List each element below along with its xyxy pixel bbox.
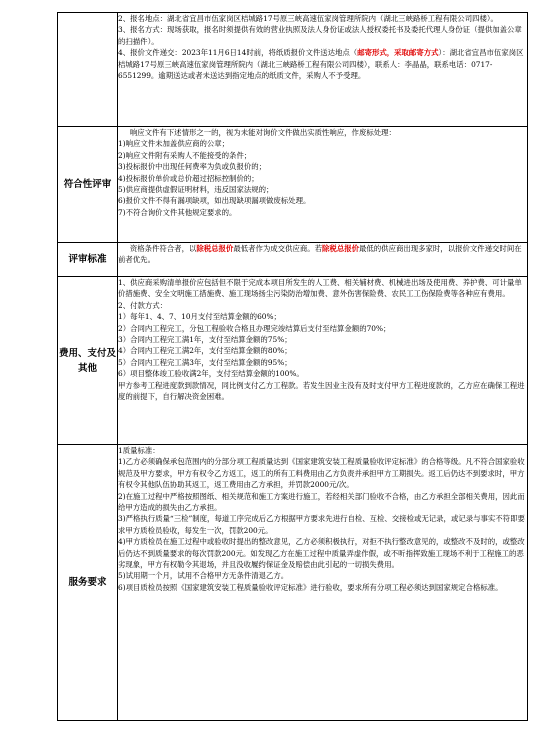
registration-content	[118, 13, 528, 127]
criteria-part: 最低者作为成交供应商。若	[233, 244, 323, 253]
row-fees	[58, 277, 528, 445]
compliance-item: 6)报价文件不得有漏项缺项，如出现缺项漏项做废标处理。	[118, 196, 311, 206]
fees-label	[58, 277, 118, 445]
payment-term: 3）合同内工程完工满1年，支付至结算金额的75%；	[118, 335, 292, 345]
service-content	[118, 445, 528, 721]
row-service	[58, 445, 528, 721]
service-requirements-label: 服务要求	[58, 445, 118, 721]
fees-content	[118, 277, 528, 445]
payment-method-heading: 2、付款方式：	[118, 300, 168, 310]
payment-term: 1）每年1、4、7、10月支付至结算金额的60%；	[118, 312, 281, 322]
compliance-item: 2)响应文件附有采购人不能接受的条件；	[118, 150, 252, 160]
fees-label-line-2: 其他	[77, 362, 97, 374]
tax-excluded-price-highlight: 除税总报价	[196, 244, 234, 253]
row-compliance	[58, 127, 528, 243]
fees-scope: 1、供应商采购清单报价应包括但不限于完成本项目所发生的人工费、相关辅材费、机械进出场及使用费、养护费、可计量单价措施费、安全文明施工措施费、施工现场扬尘污染防治增加费、意外伤害保险费、农民工工伤保险费等各种应有费用。	[118, 278, 522, 299]
service-item: 6)项目质检员按照《国家建筑安装工程质量验收评定标准》进行验收，要求所有分项工程必须达到国家规定合格标准。	[118, 582, 503, 592]
criteria-part: 最低的供应商出现多家时，以报价文件递交时间在前者优先。	[118, 244, 522, 265]
service-item: 5)试用期一个月，试用不合格甲方无条件清退乙方。	[118, 571, 289, 581]
registration-method: 3、报名方式：现场获取，报名时须提供有效的营业执照及法人身份证或法人授权委托书及委托代理人身份证（提供加盖公章的扫描件）。	[118, 25, 522, 46]
compliance-item: 5)供应商提供虚假证明材料，违反国家法规的；	[118, 185, 274, 195]
compliance-review-label: 符合性评审	[58, 127, 118, 243]
compliance-item: 4)投标报价单价或总价超过招标控制价的；	[118, 173, 259, 183]
compliance-item: 1)响应文件未加盖供应商的公章；	[118, 139, 230, 149]
payment-term: 4）合同内工程完工满2年，支付至结算金额的80%；	[118, 346, 292, 356]
row-registration-label	[58, 13, 118, 127]
mail-method-highlight: 邮寄形式，采取邮寄方式	[357, 48, 439, 58]
row-registration	[58, 13, 528, 127]
compliance-intro: 响应文件有下述情形之一的，视为未能对询价文件做出实质性响应，作废标处理：	[129, 128, 396, 137]
compliance-content	[118, 127, 528, 243]
payment-term: 5）合同内工程完工满3年，支付至结算金额的95%；	[118, 357, 292, 367]
registration-location: 2、报名地点：湖北省宜昌市伍家岗区桔城路17号原三峡高速伍家岗管理所院内（湖北三峡路桥工程有限公司四楼）。	[118, 14, 498, 23]
service-item: 3)严格执行质量“三检”制度，每道工序完成后乙方根据甲方要求先进行自检、互检、交接检或无记录，或记录与事实不符即要求甲方质检员验收，每发生一次，罚款200元。	[118, 514, 525, 535]
submission-info	[118, 47, 527, 81]
fees-label-line-1: 费用、支付及	[58, 347, 116, 359]
quality-standard-heading: 1质量标准：	[118, 446, 160, 455]
compliance-item: 7)不符合询价文件其他规定要求的。	[118, 207, 237, 217]
row-criteria	[58, 243, 528, 277]
submission-text-a: 4、报价文件递交：2023年11月6日14时前，将纸质报价文件送达地点（	[118, 48, 358, 58]
criteria-content	[118, 243, 528, 277]
criteria-part: 资格条件符合者，以	[129, 244, 197, 253]
service-item: 1)乙方必须确保承包范围内的分部分项工程质量达到《国家建筑安装工程质量验收评定标准》的合格等级。凡不符合国家验收规范及甲方要求，甲方有权令乙方返工，返工的所有工料费用由乙方负责并承担甲方工期损失。返工后仍达不到要求时，甲方有权令其他队伍协助其返工，返工费用由乙方承担，并罚款2000元/次。	[118, 457, 525, 490]
payment-term: 6）项目整体竣工验收满2年，支付至结算金额的100%。	[118, 369, 304, 379]
compliance-item: 3)投标报价中出现任何费率为负或负报价的；	[118, 162, 267, 172]
tax-excluded-price-highlight: 除税总报价	[322, 244, 359, 253]
payment-term: 2）合同内工程完工，分包工程验收合格且办理完竣结算后支付至结算金额的70%；	[118, 323, 391, 333]
service-item: 2)在施工过程中严格按照图纸、相关规范和施工方案进行施工，若经相关部门验收不合格，由乙方承担全部相关费用，因此而给甲方造成的损失由乙方承担。	[118, 491, 525, 513]
payment-note: 甲方参考工程进度款到款情况，同比例支付乙方工程款。若发生因业主没有及时支付甲方工程进度款的，乙方应在确保工程进度的前提下，自行解决资金困难。	[118, 380, 525, 402]
service-item: 4)甲方质检员在施工过程中或验收时提出的整改意见，乙方必须积极执行，对拒不执行整改意见的，或整改不及时的，或整改后仍达不到质量要求的每次罚款200元。如发现乙方在施工过程中质量弄虚作假，或不听指挥致施工现场不利于工程施工的恶劣现象，甲方有权勒令其退场，并且没收履约保证金及赔偿由此引起的一切损失费用。	[118, 537, 525, 570]
submission-text-b: ）：湖北省宜昌市伍家岗区桔城路17号原三峡高速伍家岗管理所院内（湖北三峡路桥工程有限公司四楼），联系人：李晶晶，联系电话：0717-6551299。逾期送达或者未送达到指定地点的纸质文件，采购人不予受理。	[118, 48, 524, 81]
criteria-label: 评审标准	[58, 243, 118, 277]
procurement-document-table	[57, 12, 528, 721]
criteria-text	[118, 243, 527, 266]
